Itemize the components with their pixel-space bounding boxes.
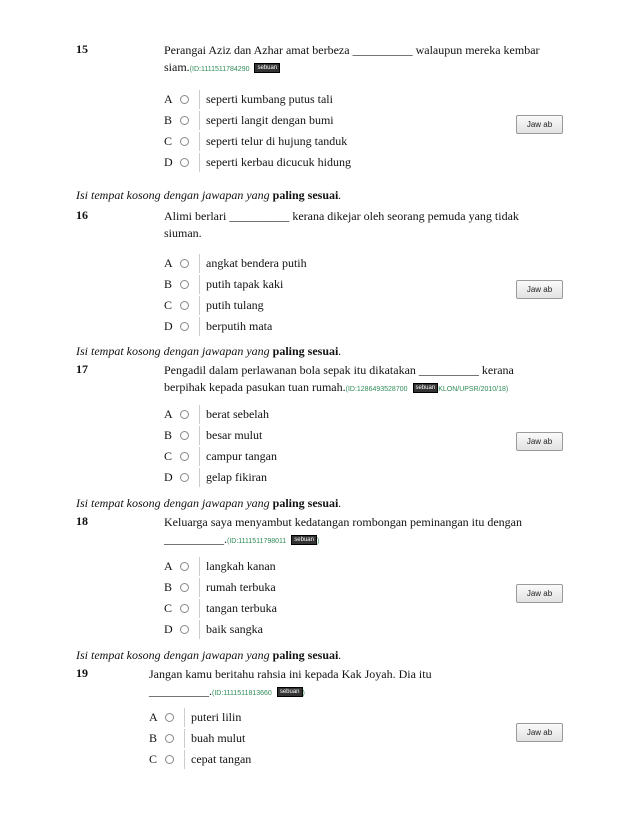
option-letter: C: [149, 752, 158, 766]
question-line: Pengadil dalam perlawanan bola sepak itu dikatakan __________ kerana: [164, 363, 514, 377]
sebuan-badge[interactable]: sebuan: [291, 535, 317, 545]
radio-button[interactable]: [180, 583, 189, 592]
option-text: berat sebelah: [206, 407, 269, 421]
divider: [199, 275, 200, 294]
instruction-suffix: .: [338, 496, 342, 510]
option-text: rumah terbuka: [206, 580, 276, 594]
option-text: berputih mata: [206, 319, 273, 333]
instruction: [76, 344, 341, 359]
option-c[interactable]: [149, 749, 251, 770]
option-text: gelap fikiran: [206, 470, 267, 484]
divider: [199, 599, 200, 618]
option-text: buah mulut: [191, 731, 246, 745]
option-list: [164, 89, 351, 173]
option-c[interactable]: [164, 598, 277, 619]
instruction-text: Isi tempat kosong dengan jawapan yang: [76, 648, 273, 662]
option-letter: A: [164, 256, 173, 270]
divider: [199, 111, 200, 130]
divider: [199, 296, 200, 315]
option-text: seperti kumbang putus tali: [206, 92, 333, 106]
divider: [199, 557, 200, 576]
divider: [199, 620, 200, 639]
option-letter: C: [164, 449, 173, 463]
question-line: [164, 531, 554, 550]
option-b[interactable]: [164, 274, 307, 295]
radio-button[interactable]: [180, 604, 189, 613]
option-list: [164, 556, 277, 640]
divider: [199, 468, 200, 487]
option-letter: A: [164, 407, 173, 421]
instruction-bold: paling sesuai: [272, 188, 339, 202]
option-a[interactable]: [149, 707, 251, 728]
divider: [199, 254, 200, 273]
question-line: siuman.: [164, 226, 202, 240]
question-text: [164, 208, 554, 242]
radio-button[interactable]: [180, 301, 189, 310]
question-id: (ID:1111511798011: [227, 538, 287, 545]
question-id: (ID:1111511784290: [189, 66, 250, 73]
instruction-text: Isi tempat kosong dengan jawapan yang: [76, 496, 273, 510]
option-text: puteri lilin: [191, 710, 242, 724]
question-line-text: siam.: [164, 60, 190, 74]
question-number: 16: [76, 208, 88, 222]
jawab-button[interactable]: Jaw ab: [516, 584, 563, 603]
option-list: [164, 253, 307, 337]
option-a[interactable]: [164, 253, 307, 274]
option-c[interactable]: [164, 131, 351, 152]
option-letter: A: [149, 710, 158, 724]
divider: [199, 153, 200, 172]
question-line: [164, 59, 554, 78]
divider: [199, 90, 200, 109]
option-letter: D: [164, 319, 173, 333]
question-line: [149, 683, 549, 702]
option-letter: A: [164, 92, 173, 106]
option-b[interactable]: [149, 728, 251, 749]
option-d[interactable]: [164, 467, 277, 488]
option-c[interactable]: [164, 446, 277, 467]
question-line-text: berpihak kepada pasukan tuan rumah.: [164, 380, 346, 394]
question-id: (ID:1111511813660: [212, 690, 272, 697]
radio-button[interactable]: [180, 158, 189, 167]
divider: [184, 729, 185, 748]
radio-button[interactable]: [180, 137, 189, 146]
instruction-suffix: .: [338, 648, 342, 662]
option-text: seperti langit dengan bumi: [206, 113, 334, 127]
option-text: besar mulut: [206, 428, 263, 442]
question-text: [164, 42, 554, 78]
option-letter: D: [164, 622, 173, 636]
option-text: campur tangan: [206, 449, 277, 463]
option-b[interactable]: [164, 110, 351, 131]
option-text: tangan terbuka: [206, 601, 277, 615]
question-line: Perangai Aziz dan Azhar amat berbeza __________ walaupun mereka kembar: [164, 43, 540, 57]
radio-button[interactable]: [180, 431, 189, 440]
question-text: [149, 666, 549, 702]
radio-button[interactable]: [180, 625, 189, 634]
question-number: 15: [76, 42, 88, 56]
divider: [199, 426, 200, 445]
question-source: ): [316, 538, 320, 545]
option-d[interactable]: [164, 152, 351, 173]
instruction: [76, 188, 341, 203]
question-line: Keluarga saya menyambut kedatangan rombongan peminangan itu dengan: [164, 515, 522, 529]
sebuan-badge[interactable]: sebuan: [413, 383, 439, 393]
divider: [199, 317, 200, 336]
question-line: Alimi berlari __________ kerana dikejar oleh seorang pemuda yang tidak: [164, 209, 519, 223]
question-line: [164, 379, 564, 398]
radio-button[interactable]: [180, 473, 189, 482]
option-letter: B: [164, 428, 173, 442]
question-source: ): [302, 690, 305, 697]
option-a[interactable]: [164, 556, 277, 577]
radio-button[interactable]: [180, 280, 189, 289]
jawab-button[interactable]: Jaw ab: [516, 723, 563, 742]
option-letter: C: [164, 298, 173, 312]
divider: [199, 405, 200, 424]
jawab-button[interactable]: Jaw ab: [516, 115, 563, 134]
option-letter: B: [149, 731, 158, 745]
option-text: seperti telur di hujung tanduk: [206, 134, 348, 148]
option-b[interactable]: [164, 577, 277, 598]
option-letter: C: [164, 134, 173, 148]
option-a[interactable]: [164, 404, 277, 425]
option-text: angkat bendera putih: [206, 256, 307, 270]
question-number: 18: [76, 514, 88, 528]
option-letter: B: [164, 580, 173, 594]
sebuan-badge[interactable]: sebuan: [254, 63, 280, 73]
jawab-button[interactable]: Jaw ab: [516, 432, 563, 451]
option-c[interactable]: [164, 295, 307, 316]
divider: [199, 578, 200, 597]
option-text: cepat tangan: [191, 752, 252, 766]
divider: [184, 708, 185, 727]
instruction-suffix: .: [338, 188, 342, 202]
question-line: Jangan kamu beritahu rahsia ini kepada Kak Joyah. Dia itu: [149, 667, 432, 681]
radio-button[interactable]: [180, 116, 189, 125]
question-number: 19: [76, 666, 88, 680]
radio-button[interactable]: [165, 755, 174, 764]
radio-button[interactable]: [180, 322, 189, 331]
option-list: [149, 707, 251, 770]
option-letter: B: [164, 277, 173, 291]
option-text: putih tulang: [206, 298, 264, 312]
radio-button[interactable]: [180, 95, 189, 104]
radio-button[interactable]: [180, 452, 189, 461]
sebuan-badge[interactable]: sebuan: [277, 687, 303, 697]
option-text: baik sangka: [206, 622, 263, 636]
option-text: putih tapak kaki: [206, 277, 284, 291]
instruction-bold: paling sesuai: [272, 496, 339, 510]
instruction-suffix: .: [338, 344, 342, 358]
divider: [184, 750, 185, 769]
question-text: [164, 362, 564, 398]
option-text: langkah kanan: [206, 559, 276, 573]
option-list: [164, 404, 277, 488]
option-text: seperti kerbau dicucuk hidung: [206, 155, 351, 169]
instruction-bold: paling sesuai: [272, 344, 339, 358]
option-letter: D: [164, 155, 173, 169]
option-b[interactable]: [164, 425, 277, 446]
question-source: KLON/UPSR/2010/18): [438, 386, 509, 393]
radio-button[interactable]: [165, 734, 174, 743]
question-line-text: __________.: [149, 684, 212, 698]
divider: [199, 447, 200, 466]
option-d[interactable]: [164, 619, 277, 640]
question-number: 17: [76, 362, 88, 376]
instruction-bold: paling sesuai: [272, 648, 339, 662]
option-letter: C: [164, 601, 173, 615]
option-a[interactable]: [164, 89, 351, 110]
divider: [199, 132, 200, 151]
option-letter: B: [164, 113, 173, 127]
radio-button[interactable]: [180, 562, 189, 571]
radio-button[interactable]: [165, 713, 174, 722]
radio-button[interactable]: [180, 410, 189, 419]
radio-button[interactable]: [180, 259, 189, 268]
instruction-text: Isi tempat kosong dengan jawapan yang: [76, 344, 273, 358]
instruction: [76, 496, 341, 511]
question-id: (ID:1286493528700: [345, 386, 408, 393]
jawab-button[interactable]: Jaw ab: [516, 280, 563, 299]
instruction: [76, 648, 341, 663]
option-letter: D: [164, 470, 173, 484]
question-line-text: __________.: [164, 532, 227, 546]
question-text: [164, 514, 554, 550]
option-letter: A: [164, 559, 173, 573]
option-d[interactable]: [164, 316, 307, 337]
instruction-text: Isi tempat kosong dengan jawapan yang: [76, 188, 273, 202]
